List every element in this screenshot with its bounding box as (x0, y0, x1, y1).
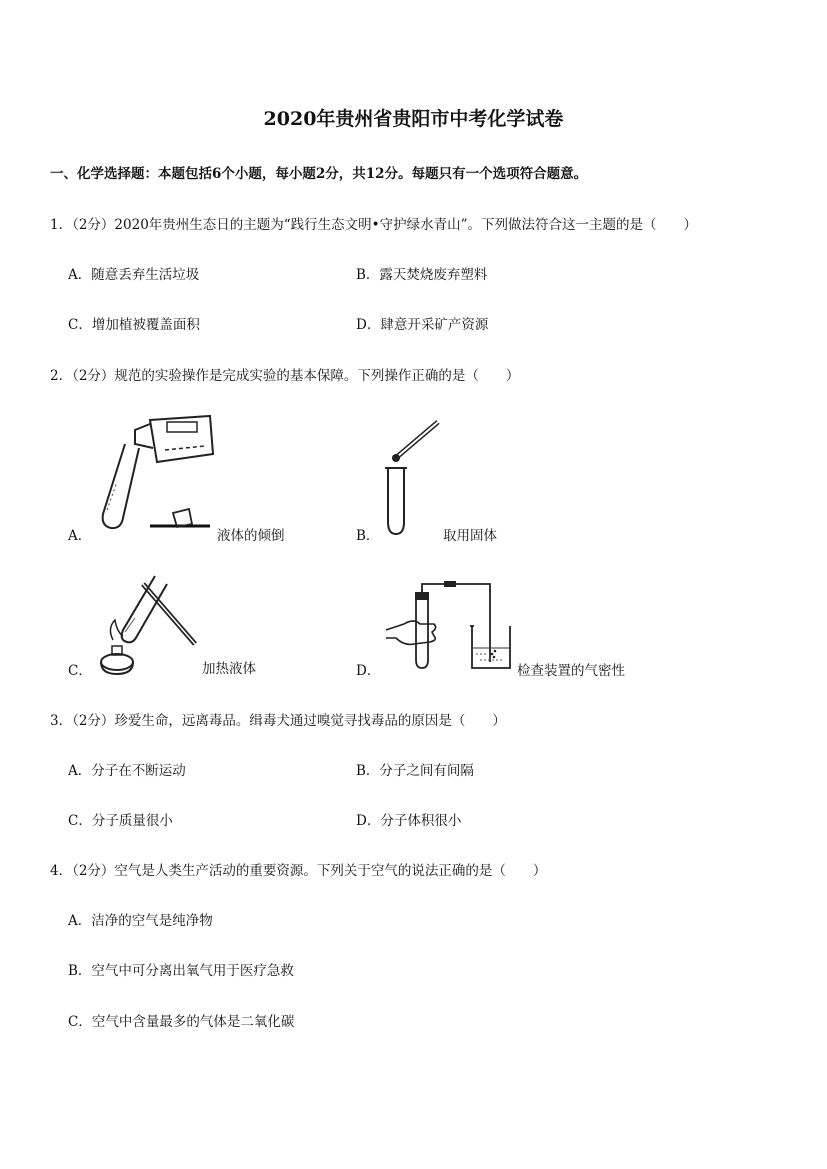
question-2-stem: 2．（2分）规范的实验操作是完成实验的基本保障。下列操作正确的是（ ） (50, 368, 520, 384)
figure-heating-liquid (95, 570, 205, 680)
figure-taking-solid (380, 418, 450, 538)
page-title: 2020年贵州省贵阳市中考化学试卷 (263, 108, 564, 130)
figure-b-caption: 取用固体 (443, 528, 497, 544)
question-4-option-b: B．空气中可分离出氧气用于医疗急救 (68, 963, 294, 979)
figure-c-letter: C． (68, 663, 92, 679)
question-3-option-b: B．分子之间有间隔 (356, 763, 474, 779)
question-4-option-a: A．洁净的空气是纯净物 (68, 913, 213, 929)
figure-a-caption: 液体的倾倒 (217, 528, 285, 544)
question-3-option-c: C．分子质量很小 (68, 813, 173, 829)
section-heading: 一、化学选择题：本题包括6个小题，每小题2分，共12分。每题只有一个选项符合题意。 (50, 166, 588, 182)
figure-d-letter: D． (356, 663, 381, 679)
question-1-option-a: A．随意丢弃生活垃圾 (68, 267, 200, 283)
question-3-option-a: A．分子在不断运动 (68, 763, 186, 779)
question-4-option-c: C．空气中含量最多的气体是二氧化碳 (68, 1014, 295, 1030)
figure-a-letter: A． (68, 528, 92, 544)
question-1-stem: 1．（2分）2020年贵州生态日的主题为“践行生态文明•守护绿水青山”。下列做法符合这一主题的是（ ） (50, 217, 698, 233)
question-1-option-d: D．肆意开采矿产资源 (356, 317, 489, 333)
figure-airtightness-check (384, 574, 516, 674)
question-1-option-b: B．露天焚烧废弃塑料 (356, 267, 488, 283)
figure-d-caption: 检查装置的气密性 (517, 663, 625, 679)
figure-c-caption: 加热液体 (202, 661, 256, 677)
question-3-option-d: D．分子体积很小 (356, 813, 462, 829)
question-3-stem: 3．（2分）珍爱生命，远离毒品。缉毒犬通过嗅觉寻找毒品的原因是（ ） (50, 713, 506, 729)
figure-b-letter: B． (356, 528, 380, 544)
question-1-option-c: C．增加植被覆盖面积 (68, 317, 200, 333)
question-4-stem: 4．（2分）空气是人类生产活动的重要资源。下列关于空气的说法正确的是（ ） (50, 863, 547, 879)
figure-liquid-pouring (95, 410, 215, 540)
